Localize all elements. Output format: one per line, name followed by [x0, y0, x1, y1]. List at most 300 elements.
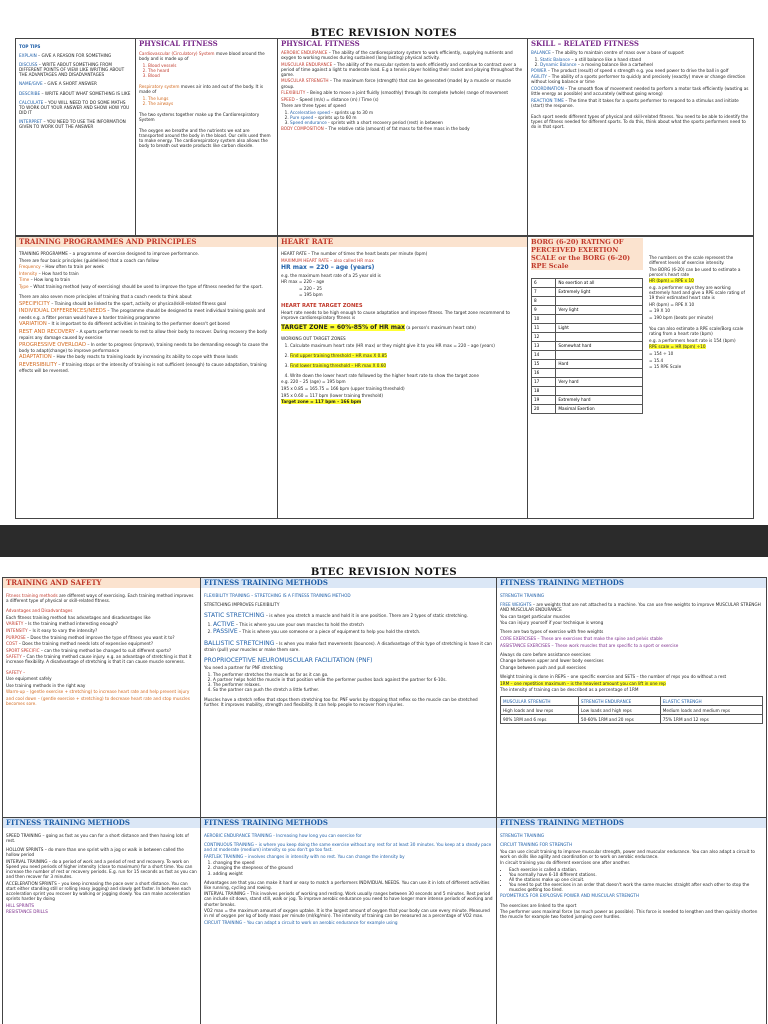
- strength-cell-value: 90% 1RM and 6 reps: [501, 715, 579, 724]
- assist-text: ASSISTANCE EXERCISES – These work muscles that are specific to a sport or exercise: [500, 642, 679, 648]
- principle-item: [19, 321, 274, 327]
- fitt-item: [19, 284, 274, 289]
- top-tips-list: [19, 53, 132, 129]
- skill-fitness-cell: [528, 39, 754, 236]
- ts-item: [6, 648, 197, 653]
- cv-term: Cardiovascular (Circulatory) System: [139, 51, 215, 56]
- page-title: BTEC REVISION NOTES: [310, 28, 458, 39]
- fitt-list: [19, 264, 274, 289]
- section-heading: FITNESS TRAINING METHODS: [497, 818, 766, 828]
- borg-row: [532, 315, 643, 324]
- strength-cell-value: Medium loads and medium reps: [660, 706, 762, 715]
- principle-text: – How the body reacts to training loads by increasing its ability to cope with those loads: [51, 354, 238, 360]
- tz-step: Find lower training threshold – HR max X 0.60: [290, 363, 387, 369]
- borg-rating: 15: [532, 360, 556, 369]
- pnf-step: 3. The performer relaxes.: [213, 682, 493, 687]
- section-heading: FITNESS TRAINING METHODS: [497, 578, 766, 588]
- heart-rate-cell: [278, 237, 528, 519]
- borg-row: [532, 279, 643, 288]
- speed-training-cell: [3, 818, 201, 1024]
- ts-item: [6, 635, 197, 640]
- flexibility-cell: [201, 578, 497, 818]
- strength-cell-value: MUSCULAR STRENGTH: [501, 697, 579, 706]
- ts-item: [6, 641, 197, 646]
- borg-rating: 12: [532, 333, 556, 342]
- ts-item: [6, 654, 197, 664]
- pnf-step: 1. The performer stretches the muscle as far as it can go.: [213, 672, 493, 677]
- borg-row: [532, 333, 643, 342]
- tz-text: Heart rate needs to be high enough to cause adaptation and improve fitness. The target zone recommend to improve cardiorespiratory fitness is: [281, 310, 510, 321]
- strength-cell-value: 75% 1RM and 12 reps: [660, 715, 762, 724]
- tip-term: INTERPRET: [19, 118, 43, 124]
- revision-page-2: [0, 557, 768, 1024]
- safety-item: Use equipment safely: [6, 676, 52, 682]
- tz-example: 195 x 0.85 = 165.75 = 166 bpm (upper training threshold): [281, 386, 405, 392]
- top-tips-heading: TOP TIPS: [19, 44, 41, 49]
- borg-rating: 16: [532, 369, 556, 378]
- borg-calc: = 19 X 10: [649, 308, 671, 314]
- tp-more: There are also seven more principles of training that a coach needs to think about: [19, 294, 192, 300]
- borg-scale-table: [531, 278, 643, 414]
- principle-item: [19, 362, 274, 373]
- borg-rating: 19: [532, 396, 556, 405]
- flex-sub2: STRETCHING IMPROVES FLEXIBILITY: [204, 602, 280, 608]
- circuit-item: • You need to put the exercises in an order that doesn't work the same muscles straight after each other to stop the muscles getting too tired.: [509, 882, 763, 892]
- strength-table: [500, 696, 763, 724]
- principle-text: – It is important to do different activities in training to the performer doesn't get bored: [46, 321, 230, 327]
- borg-row: [532, 351, 643, 360]
- fw-item: You can injury yourself if your technique is wrong: [500, 620, 604, 626]
- aerobic-adv: Advantages are that you can make it hard or easy to match a performers INDIVIDUAL NEEDS. You can use it in lots of different activities like running, cycling and rowing.: [204, 879, 490, 890]
- borg-label: Maximal Exertion: [556, 405, 643, 414]
- ts-term: SAFETY: [6, 654, 22, 660]
- section-heading: BORG (6-20) RATING OF PERCEIVED EXERTION SCALE or the BORG (6-20) RPE Scale: [531, 238, 643, 270]
- borg-label: Extremely light: [556, 288, 643, 297]
- adv-intro: Each fitness training method has advantages and disadvantages like: [6, 614, 151, 620]
- speed-type-text: – sprints up to 60 m: [313, 115, 357, 121]
- borg-cell: [528, 237, 754, 519]
- principle-text: – The programme should be designed to meet individual training goals and needs e.g. a fitter person would have a harder training programme: [19, 308, 266, 320]
- principle-text: – A sports performer needs to rest to allow their body to recover. During recovery the body repairs any damage caused by exercise: [19, 328, 268, 341]
- tip-text: – YOU NEED TO USE THE INFORMATION GIVEN TO WORK OUT THE ANSWER: [19, 118, 126, 130]
- cont-text: CONTINUOUS TRAINING – is where you keep doing the same exercise without any rest for at least 30 minutes. You keep at a steady pace and at moderate (medium) intensity so you don't go too fast.: [204, 842, 492, 853]
- borg-label: Extremely hard: [556, 396, 643, 405]
- strength-sub: STRENGTH TRAINING: [500, 593, 545, 598]
- resp-term: Respiratory system: [139, 83, 180, 89]
- flex-term: FLEXIBILITY: [281, 90, 306, 96]
- plyo-text: The performer uses maximal force (as much power as possible). This force is needed to lengthen and then quickly shorten the muscle for example two footed jumping over hurdles.: [500, 909, 758, 920]
- balance-type-term: Dynamic Balance: [540, 61, 577, 67]
- vo2-text: VO2 max = the maximum amount of oxygen uptake. It is the largest amount of oxygen that your body can use every minute. Measured in ml of oxygen per kg of body mass per minute (ml/kg/min). The intensity of training can be measured as a percentage of VO2 max.: [204, 908, 490, 919]
- borg-row: [532, 405, 643, 414]
- ts-term: INTENSITY: [6, 627, 28, 633]
- borg-label: Light: [556, 324, 643, 333]
- section-heading: FITNESS TRAINING METHODS: [201, 578, 496, 588]
- fw-term: FREE WEIGHTS: [500, 602, 532, 608]
- borg-row: [532, 306, 643, 315]
- ts-text: – Is it easy to vary the intensity?: [27, 627, 98, 633]
- coord-text: – The smooth flow of movement needed to perform a motor task efficiently (wasting as little energy as possible) and accurately (without going wrong): [531, 86, 749, 97]
- hr-calc: = 195 bpm: [299, 292, 323, 298]
- aerobic-cell: [201, 818, 497, 1024]
- speed-intro: SPEED TRAINING – going as fast as you can for a short distance and then having lots of rest.: [6, 833, 189, 844]
- fitt-item: [19, 264, 274, 269]
- fartlek-item: 2. changing the steepness of the ground: [213, 865, 493, 870]
- reaction-text: – The time that it takes for a sports performer to respond to a stimulus and initiate (start) the response.: [531, 97, 739, 108]
- principle-item: [19, 329, 274, 340]
- static-type-term: ACTIVE: [213, 620, 235, 628]
- tz-result: Target zone = 117 bpm – 166 bpm: [281, 399, 362, 405]
- circuit-item: • All the stations make up one circuit.: [509, 877, 763, 882]
- ts-intro: are different ways of exercising. Each training method improves a different type of physical or skill-related fitness.: [6, 593, 194, 604]
- fitt-item: [19, 271, 274, 276]
- ts-text: – Is the training method interesting enough?: [23, 621, 118, 627]
- training-safety-cell: [3, 578, 201, 818]
- principles-list: [19, 301, 274, 374]
- ts-text: – Does the training method improve the type of fitness you want it to?: [25, 634, 175, 640]
- cv-text: move blood around the body and is made up of: [139, 51, 265, 62]
- pnf-term: PROPRIOCEPTIVE NEUROMUSCULAR FACILITATION (PNF): [204, 656, 373, 664]
- tip-text: – WRITE ABOUT WHAT SOMETHING IS LIKE: [40, 90, 131, 96]
- section-heading: PHYSICAL FITNESS: [139, 39, 218, 48]
- tz-step: Find upper training threshold – HR max X 0.85: [290, 353, 387, 359]
- resp-item: 2. The airways: [148, 101, 274, 106]
- tz-step: 1. Calculate maximum heart rate (HR max) or they might give it to you HR max = 220 – age (years): [290, 343, 524, 348]
- borg-label: [556, 387, 643, 396]
- safety-heading: SAFETY –: [6, 669, 26, 675]
- ballistic-term: BALLISTIC STRETCHING: [204, 639, 275, 647]
- strength-cell-value: STRENGTH ENDURANCE: [578, 697, 660, 706]
- fw-text: – are weights that are not attached to a machine. You can use free weights to improve MUSCULAR STRENGH AND MUSCULAR ENDURANCE: [500, 602, 761, 613]
- static-term: STATIC STRETCHING: [204, 612, 265, 620]
- accel-text: ACCELERATION SPRINTS – you keep increasing the pace over a short distance. You can start either standing still or rolling (easy jogging) and slowly get faster. In between each acceleration sprint you recover by walking or jogging slowly. You can make acceleration sprints harder by doing: [6, 880, 192, 902]
- section-heading: HEART RATE: [278, 237, 527, 247]
- resp-item: 1. The lungs: [148, 96, 274, 101]
- principle-term: VARIATION: [19, 321, 47, 328]
- borg-rating: 7: [532, 288, 556, 297]
- static-text: – is when you stretch a muscle and hold it in one position. There are 2 types of static stretching.: [264, 613, 468, 619]
- power-term: POWER: [531, 67, 547, 73]
- borg-side2: The BORG (6-20) can be used to estimate a person's heart rate: [649, 266, 741, 277]
- speed-type-text: – sprints up to 30 m: [329, 109, 374, 115]
- borg-formula2: RPE scale = HR (bpm) ÷10: [649, 344, 706, 350]
- borg-rating: 18: [532, 387, 556, 396]
- speed-type-term: Accelerative speed: [290, 109, 330, 115]
- ts-intro-term: Fitness training methods: [6, 593, 58, 598]
- speed-term: SPEED: [281, 96, 295, 102]
- bottom-row-grid: [15, 236, 754, 519]
- speed-type-text: - sprints with a short recovery period (rest) in between: [326, 120, 443, 126]
- borg-row: [532, 360, 643, 369]
- borg-rating: 17: [532, 378, 556, 387]
- principle-term: PROGRESSIVE OVERLOAD: [19, 341, 86, 348]
- pnf-end: Muscles have a stretch reflex that stops them stretching too far. PNF works by stopping that reflex so the muscle can be stretched further. It improves mobility, strength and flexibility. It can help people to recover from injuries.: [204, 697, 478, 708]
- core-text: CORE EXERCISES – These are exercises that make the spine and pelvis stable: [500, 636, 663, 642]
- section-heading: FITNESS TRAINING METHODS: [3, 818, 200, 828]
- hollow-text: HOLLOW SPRINTS – do more than one sprint with a jog or walk in between called the hollow period: [6, 847, 184, 858]
- circuit-heading: CIRCUIT TRAINING FOR STRENGTH: [500, 842, 573, 848]
- borg-row: [532, 396, 643, 405]
- borg-label: Very light: [556, 306, 643, 315]
- principle-item: [19, 308, 274, 319]
- section-heading: FITNESS TRAINING METHODS: [201, 818, 496, 828]
- borg-calc2: = 15.4: [649, 357, 664, 363]
- hr-formula: HR max = 220 – age (years): [281, 264, 375, 272]
- pnf-intro: You need a partner for PNF stretching: [204, 665, 283, 671]
- principle-text: – In order to progress (improve), training needs to be demanding enough to cause the body to adapt(change) to improve performance: [19, 341, 269, 353]
- borg-rating: 11: [532, 324, 556, 333]
- borg-side4: You can also estimate a RPE scale/Borg scale rating from a heart rate (bpm): [649, 326, 744, 337]
- circuit-text: You can use circuit training to improve muscular strength, power and muscular endurance. You can also adapt a circuit to work on skills like agility and coordination or to work on aerobic endurance.: [500, 848, 755, 859]
- tip-item: [19, 62, 132, 77]
- principle-term: REST AND RECOVERY: [19, 328, 75, 335]
- ts-items-list: [6, 621, 197, 664]
- principle-text: – Training should be linked to the sport, activity or physical/skill-related fitness goal: [49, 300, 227, 306]
- tip-text: – GIVE A SHORT ANSWER: [42, 81, 97, 87]
- ts-text: – Can the training method cause injury. e.g. an advantage of stretching is that it increase flexibility. A disadvantage of stretching is that it can cause muscle soreness.: [6, 654, 192, 665]
- two-types: There are two types of exercise with free weights: [500, 629, 604, 635]
- ts-term: PURPOSE: [6, 634, 26, 640]
- borg-rating: 6: [532, 279, 556, 288]
- balance-type-text: – a still balance like a hand stand: [570, 56, 642, 62]
- principle-item: [19, 301, 274, 307]
- strength-row: [501, 697, 763, 706]
- muscular-text: – The ability of the muscular system to work efficiently and continue to contract over a period of time against a light to moderate load. E.g a tennis player holding their racket and playing throughout the game.: [281, 61, 523, 77]
- fitt-text: – How long to train: [29, 277, 71, 283]
- strength-cell: [497, 578, 767, 818]
- borg-side3: e.g. a performer says they are working extremely hard and give a RPE scale rating of 19 their estimated heart rate is: [649, 284, 745, 301]
- borg-label: [556, 315, 643, 324]
- ts-item: [6, 621, 197, 626]
- static-type-text: – This is where you use your own muscles to hold the stretch: [234, 621, 364, 627]
- physical-fitness-cell-1: [136, 39, 278, 236]
- speed-types: There are three types of speed: [281, 103, 346, 109]
- adv-heading: Advantages and Disadvantages: [6, 608, 73, 614]
- agility-text: – The ability of a sports performer to quickly and precisely (exactly) move or change direction without losing balance or time: [531, 74, 746, 85]
- tip-term: DISCUSS: [19, 62, 38, 68]
- agility-term: AGILITY: [531, 74, 547, 80]
- flex-sub: FLEXIBILITY TRAINING – STRETCHING IS A FITNESS TRAINING METHOD: [204, 593, 351, 598]
- speed-list-item: RESISTANCE DRILLS: [6, 909, 48, 915]
- borg-calc: HR (bpm) = RPE X 10: [649, 301, 695, 307]
- pnf-step: 4. So the partner can push the stretch a little further.: [213, 687, 493, 692]
- hr-calc: HR max = 220 – age: [281, 279, 325, 285]
- interval-text: INTERVAL TRAINING – do a period of work and a period of rest and recovery. To work on Speed you need periods of higher intensity (close to maximum) for a short time. You can increase the number of rest or recovery periods. E.g. run for 15 seconds as fast as you can and then recover for 3 minutes.: [6, 858, 197, 880]
- principle-term: REVERSIBILITY: [19, 362, 57, 369]
- body-term: BODY COMPOSITION: [281, 126, 324, 132]
- mhr-definition: MAXIMUM HEART RATE – also called HR max: [281, 257, 374, 263]
- speed-text: – Speed (m/s) = distance (m) / Time (s): [294, 96, 379, 102]
- circuit-item: • Each exercise is called a station.: [509, 867, 763, 872]
- intensity-text: The intensity of training can be described as a percentage of 1RM: [500, 687, 639, 693]
- borg-row: [532, 324, 643, 333]
- borg-side5: e.g. a performers heart rate is 154 (bpm): [649, 337, 736, 343]
- skill-note: Each sport needs different types of physical and skill-related fitness. You need to be able to identify the types of fitness needed for different sports. To do this, think about what the sports performers need to do in that sport.: [531, 113, 749, 130]
- circuit-intro: In circuit training you do different exercises one after another.: [500, 860, 631, 866]
- speed-type-term: Pure speed: [290, 115, 314, 121]
- tip-term: CALCULATE: [19, 99, 44, 105]
- borg-calc: = 190 bpm (beats per minute): [649, 314, 714, 320]
- fartlek-item: 1. changing the speed: [213, 860, 493, 865]
- strength2-sub: STRENGTH TRAINING: [500, 833, 545, 838]
- ts-text: – can the training method be changed to suit different sports?: [39, 647, 172, 653]
- borg-rating: 10: [532, 315, 556, 324]
- training-programmes-cell: [16, 237, 278, 519]
- static-type-term: PASSIVE: [213, 627, 238, 635]
- aerobic-term: AEROBIC ENDURANCE: [281, 50, 328, 55]
- tip-item: [19, 91, 132, 96]
- borg-rating: 14: [532, 351, 556, 360]
- fitt-term: Type: [19, 283, 29, 289]
- rm-text: 1RM – one repetition maximum – is the heaviest amount you can lift in one rep: [500, 680, 666, 686]
- muscular-term: MUSCULAR ENDURANCE: [281, 61, 333, 67]
- speed-list-item: HILL SPRINTS: [6, 902, 35, 908]
- borg-rating: 8: [532, 297, 556, 306]
- borg-row: [532, 342, 643, 351]
- tz-step: 4. Write down the lower heart rate followed by the higher heart rate to show the target zone: [290, 373, 524, 378]
- strength-row: [501, 715, 763, 724]
- plyo-text: The exercises are linked to the sport: [500, 902, 577, 908]
- borg-label: [556, 333, 643, 342]
- cooldown-text: and cool down – (gentle exercise + stretching) to decrease heart rate and stop muscles becomes sore.: [6, 695, 190, 706]
- fartlek-item: 3. adding weight: [213, 871, 493, 876]
- hr-definition: HEART RATE – The number of times the heart beats per minute (bpm): [281, 251, 428, 256]
- strength-cell-value: 50-60% 1RM and 20 reps: [578, 715, 660, 724]
- strength-term: MUSCULAR STRENGTH: [281, 78, 329, 84]
- borg-label: No exertion at all: [556, 279, 643, 288]
- borg-rating: 20: [532, 405, 556, 414]
- section-heading: SKILL – RELATED FITNESS: [531, 39, 639, 48]
- principle-text: – If training stops or the intensity of training is not sufficient (enough) to cause adaptation, training effects will be reversed.: [19, 362, 267, 374]
- ts-term: SPORT SPECIFIC: [6, 647, 40, 653]
- borg-label: [556, 369, 643, 378]
- plyo-heading: PLYOMETRICS FOR EXPLOSIVE POWER AND MUSCULAR STRENGTH: [500, 893, 639, 899]
- warmup-text: Warm-up – (gentle exercise + stretching) to increase heart rate and help prevent injury: [6, 689, 190, 695]
- strength-cell-value: ELASTIC STRENGH: [660, 697, 762, 706]
- fitt-text: – What training method (way of exercising) should be used to improve the type of fitness needed for the sport.: [28, 283, 263, 289]
- aerobic-text: – The ability of the cardiorespiratory system to work efficiently, supplying nutrients and oxygen to working muscles during sustained (long lasting) physical activity.: [281, 50, 513, 61]
- section-heading: PHYSICAL FITNESS: [281, 39, 360, 48]
- fartlek-text: FARTLEK TRAINING – involves changes in intensity with no rest. You can change the intensity by: [204, 853, 405, 859]
- borg-label: Somewhat hard: [556, 342, 643, 351]
- together-text: The two systems together make up the Cardiorespiratory System: [139, 111, 260, 122]
- tip-text: – WRITE ABOUT SOMETHING FROM DIFFERENT POINTS OF VIEW LIKE WRITING ABOUT THE ADVANTAGES AND DISADVANTAGES: [19, 62, 125, 78]
- borg-row: [532, 369, 643, 378]
- resp-text: moves air into and out of the body. It is made of: [139, 83, 264, 95]
- ts-item: [6, 628, 197, 633]
- coord-term: COORDINATION: [531, 86, 564, 92]
- tip-term: DESCRIBE: [19, 90, 41, 96]
- balance-type-term: Static Balance: [540, 56, 571, 62]
- cv-item: 2. The heard: [148, 68, 274, 73]
- aerobic-interval: INTERVAL TRAINING – This involves periods of working and resting. Work usually ranges between 30 seconds and 5 minutes. Rest period can include sit down, stand still, walk or jog. To improve aerobic endurance you need to have longer more intense periods of working and shorter breaks.: [204, 891, 493, 907]
- tip-item: [19, 81, 132, 86]
- tip-text: – GIVE A REASON FOR SOMETHING: [36, 53, 112, 59]
- borg-row: [532, 288, 643, 297]
- tip-text: – YOU WILL NEED TO DO SOME MATHS TO WORK OUT YOUR ANSWER AND SHOW HOW YOU DID IT: [19, 99, 130, 115]
- borg-label: Very hard: [556, 378, 643, 387]
- circuit-text: CIRCUIT TRAINING – You can adapt a circuit to work on aerobic endurance for example using: [204, 919, 398, 925]
- tz-suffix: (a person's maximum heart rate): [404, 325, 476, 331]
- change-text: Change between push and pull exercises: [500, 664, 586, 670]
- tz-heading: HEART RATE TARGET ZONES: [281, 302, 363, 309]
- strength-row: [501, 706, 763, 715]
- principle-term: ADAPTATION: [19, 354, 52, 361]
- change-text: Change between upper and lower body exercises: [500, 658, 604, 664]
- ballistic-text: – Is when you make fast movements (bounces). A disadvantage of this type of stretching is have it can strain (pull) your muscles or make them sore.: [204, 640, 492, 652]
- principle-item: [19, 342, 274, 353]
- strength-cell-value: Low loads and high reps: [578, 706, 660, 715]
- fitt-term: Time: [19, 277, 30, 283]
- borg-side1: The numbers on the scale represent the different levels of exercise intensity.: [649, 255, 734, 266]
- top-tips-cell: [16, 39, 136, 236]
- weight-text: Weight training is done in REPS – one specific exercise and SETS – the number of reps you do without a rest: [500, 674, 727, 680]
- tp-four: There are four basic principles (guidelines) that a coach can follow: [19, 257, 159, 263]
- borg-label: Hard: [556, 360, 643, 369]
- cv-item: 3. Blood: [148, 73, 274, 78]
- tip-item: [19, 100, 132, 115]
- fw-item: You can target particular muscles: [500, 613, 571, 619]
- balance-type-text: – a moving balance like a cartwheel: [576, 61, 653, 67]
- reaction-term: REACTION TIME: [531, 97, 564, 103]
- tp-intro: TRAINING PROGRAMME – a programme of exercise designed to improve performance.: [19, 251, 200, 256]
- flex-text: – Being able to move a joint fluidly (smoothly) through its complete (whole) range of movement: [305, 90, 509, 96]
- fitt-text: – How often to train per week: [40, 264, 104, 270]
- body-text: – The relative ratio (amount) of fat mass to fat-free mass in the body: [323, 126, 470, 132]
- borg-calc2: = 154 ÷ 10: [649, 350, 674, 356]
- borg-row: [532, 387, 643, 396]
- balance-text: – The ability to maintain centre of mass over a base of support: [550, 50, 684, 55]
- borg-label: [556, 351, 643, 360]
- page-title: BTEC REVISION NOTES: [310, 567, 458, 578]
- strength-cell-value: High loads and low reps: [501, 706, 579, 715]
- safety-item: Use training methods in the right way: [6, 682, 86, 688]
- tz-formula: TARGET ZONE = 60%-85% of HR max: [281, 324, 405, 332]
- principle-item: [19, 354, 274, 360]
- hr-example: e.g. the maximum heart rate of a 25 year old is: [281, 272, 381, 278]
- tip-item: [19, 53, 132, 58]
- fitt-term: Frequency: [19, 264, 41, 270]
- static-type-text: – This is where you use someone or a piece of equipment to help you hold the stretch.: [237, 628, 421, 634]
- ts-term: VARIETY: [6, 621, 24, 627]
- circuit-item: • You normally have 6-10 different stations.: [509, 872, 763, 877]
- borg-row: [532, 297, 643, 306]
- borg-label: [556, 297, 643, 306]
- strength2-cell: [497, 818, 767, 1024]
- balance-term: BALANCE: [531, 50, 551, 55]
- ts-term: COST: [6, 641, 18, 647]
- tip-item: [19, 119, 132, 129]
- hr-calc: = 220 – 25: [299, 285, 322, 291]
- page2-grid: [2, 577, 767, 1024]
- fitt-item: [19, 277, 274, 282]
- working-out: WORKING OUT TARGET ZONES: [281, 336, 346, 342]
- tip-term: NAME/GIVE: [19, 81, 43, 87]
- power-text: – The product (result) of speed x strength e.g. you need power to drive the ball in golf: [546, 67, 729, 73]
- borg-rating: 13: [532, 342, 556, 351]
- borg-formula: HR (bpm) = RPE x 10: [649, 278, 694, 284]
- aerobic-sub: AEROBIC ENDURANCE TRAINING - Increasing how long you can exercise for: [204, 833, 362, 838]
- borg-calc2: = 15 RPE Scale: [649, 364, 682, 370]
- top-row-grid: [15, 38, 754, 236]
- tip-term: EXPLAIN: [19, 53, 37, 59]
- section-heading: TRAINING AND SAFETY: [3, 578, 200, 588]
- ts-text: – Does the training method needs lots of expensive equipment?: [17, 641, 154, 647]
- section-heading: TRAINING PROGRAMMES AND PRINCIPLES: [16, 237, 277, 247]
- strength-text: – The maximum force (strength) that can be generated (made) by a muscle or muscle group.: [281, 78, 511, 89]
- tz-example: 195 x 0.60 = 117 bpm (lower training threshold): [281, 392, 383, 398]
- borg-rating: 9: [532, 306, 556, 315]
